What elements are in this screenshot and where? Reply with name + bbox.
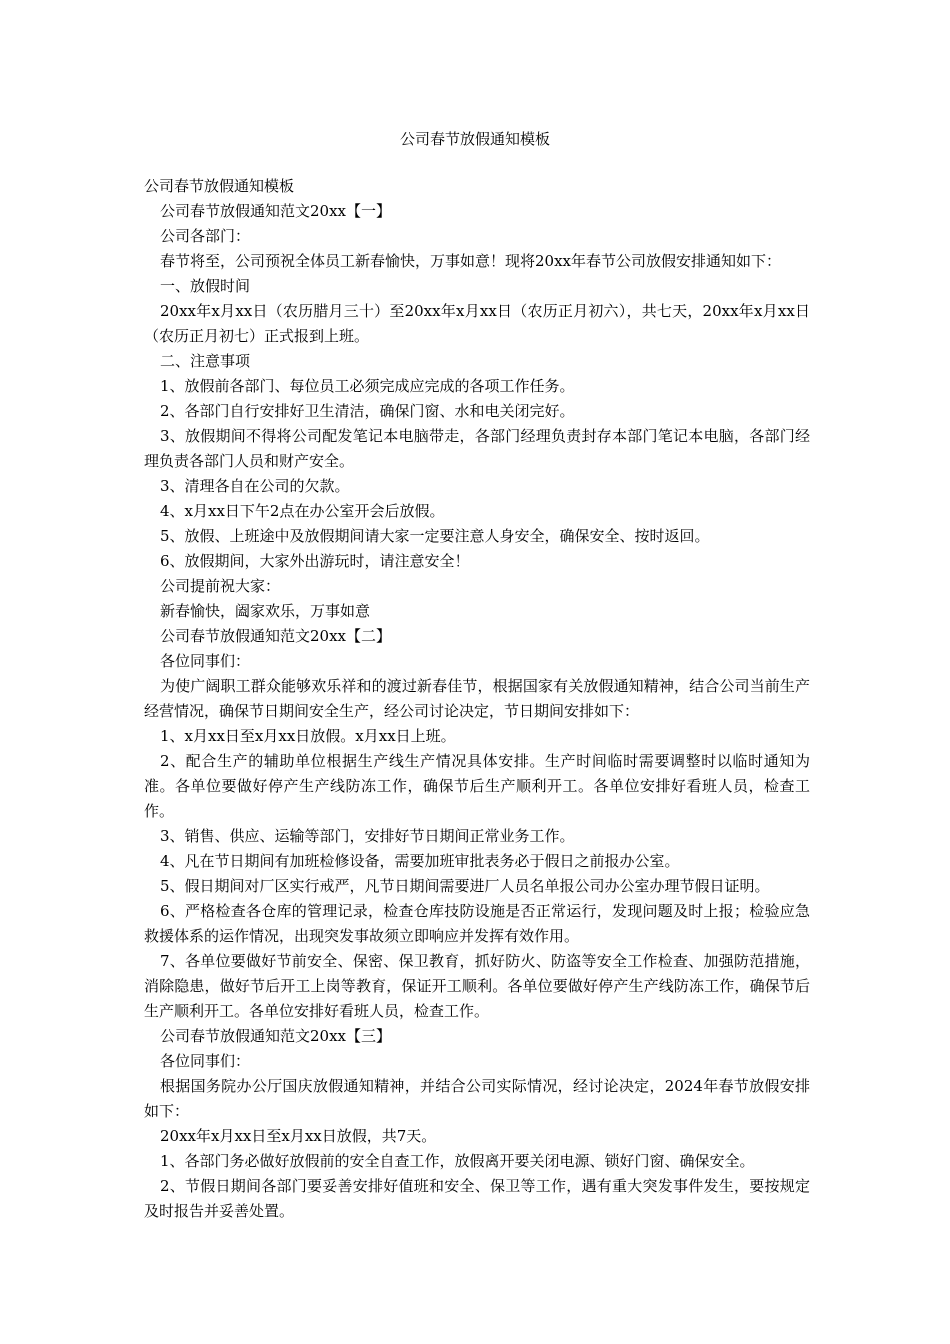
paragraph: 2、各部门自行安排好卫生清洁，确保门窗、水和电关闭完好。 — [160, 402, 575, 420]
paragraph: 6、放假期间，大家外出游玩时，请注意安全！ — [160, 552, 470, 570]
paragraph: 根据国务院办公厅国庆放假通知精神，并结合公司实际情况，经讨论决定，2024年春节放假安排如下： — [144, 1077, 810, 1120]
paragraph: 1、放假前各部门、每位员工必须完成应完成的各项工作任务。 — [160, 377, 575, 395]
paragraph: 1、各部门务必做好放假前的安全自查工作，放假离开要关闭电源、锁好门窗、确保安全。 — [160, 1152, 755, 1170]
paragraph: 20xx年x月xx日（农历腊月三十）至20xx年x月xx日（农历正月初六），共七天，20xx年x月xx日（农历正月初七）正式报到上班。 — [144, 302, 810, 345]
paragraph: 二、注意事项 — [160, 352, 251, 370]
paragraph: 6、严格检查各仓库的管理记录，检查仓库技防设施是否正常运行，发现问题及时上报；检验应急救援体系的运作情况，出现突发事故须立即响应并发挥有效作用。 — [144, 902, 810, 945]
paragraph: 3、清理各自在公司的欠款。 — [160, 477, 350, 495]
paragraph: 公司春节放假通知范文20xx【三】 — [160, 1027, 392, 1045]
paragraph: 2、配合生产的辅助单位根据生产线生产情况具体安排。生产时间临时需要调整时以临时通知为准。各单位要做好停产生产线防冻工作，确保节后生产顺利开工。各单位安排好看班人员，检查工作。 — [144, 752, 810, 820]
document-body — [144, 174, 810, 1224]
paragraph: 4、x月xx日下午2点在办公室开会后放假。 — [160, 502, 445, 520]
paragraph: 3、销售、供应、运输等部门，安排好节日期间正常业务工作。 — [160, 827, 575, 845]
paragraph: 公司提前祝大家： — [160, 577, 281, 595]
paragraph: 2、节假日期间各部门要妥善安排好值班和安全、保卫等工作，遇有重大突发事件发生，要按规定及时报告并妥善处置。 — [144, 1177, 810, 1220]
paragraph: 4、凡在节日期间有加班检修设备，需要加班审批表务必于假日之前报办公室。 — [160, 852, 680, 870]
paragraph: 5、放假、上班途中及放假期间请大家一定要注意人身安全，确保安全、按时返回。 — [160, 527, 710, 545]
paragraph: 各位同事们： — [160, 652, 251, 670]
paragraph: 1、x月xx日至x月xx日放假。x月xx日上班。 — [160, 727, 456, 745]
paragraph: 5、假日期间对厂区实行戒严，凡节日期间需要进厂人员名单报公司办公室办理节假日证明。 — [160, 877, 770, 895]
paragraph: 公司各部门： — [160, 227, 251, 245]
paragraph: 7、各单位要做好节前安全、保密、保卫教育，抓好防火、防盗等安全工作检查、加强防范措施，消除隐患，做好节后开工上岗等教育，保证开工顺利。各单位要做好停产生产线防冻工作，确保节后生产顺利开工。各单位安排好看班人员，检查工作。 — [144, 952, 810, 1020]
paragraph: 各位同事们： — [160, 1052, 251, 1070]
paragraph: 春节将至，公司预祝全体员工新春愉快，万事如意！现将20xx年春节公司放假安排通知如下： — [160, 252, 782, 270]
paragraph: 新春愉快，阖家欢乐，万事如意 — [160, 602, 371, 620]
paragraph: 20xx年x月xx日至x月xx日放假，共7天。 — [160, 1127, 437, 1145]
paragraph: 为使广阔职工群众能够欢乐祥和的渡过新春佳节，根据国家有关放假通知精神，结合公司当前生产经营情况，确保节日期间安全生产，经公司讨论决定，节日期间安排如下： — [144, 677, 810, 720]
paragraph: 3、放假期间不得将公司配发笔记本电脑带走，各部门经理负责封存本部门笔记本电脑，各部门经理负责各部门人员和财产安全。 — [144, 427, 810, 470]
document-title: 公司春节放假通知模板 — [399, 130, 550, 148]
paragraph: 公司春节放假通知范文20xx【二】 — [160, 627, 392, 645]
paragraph: 公司春节放假通知范文20xx【一】 — [160, 202, 392, 220]
paragraph: 公司春节放假通知模板 — [144, 177, 295, 195]
paragraph: 一、放假时间 — [160, 277, 251, 295]
